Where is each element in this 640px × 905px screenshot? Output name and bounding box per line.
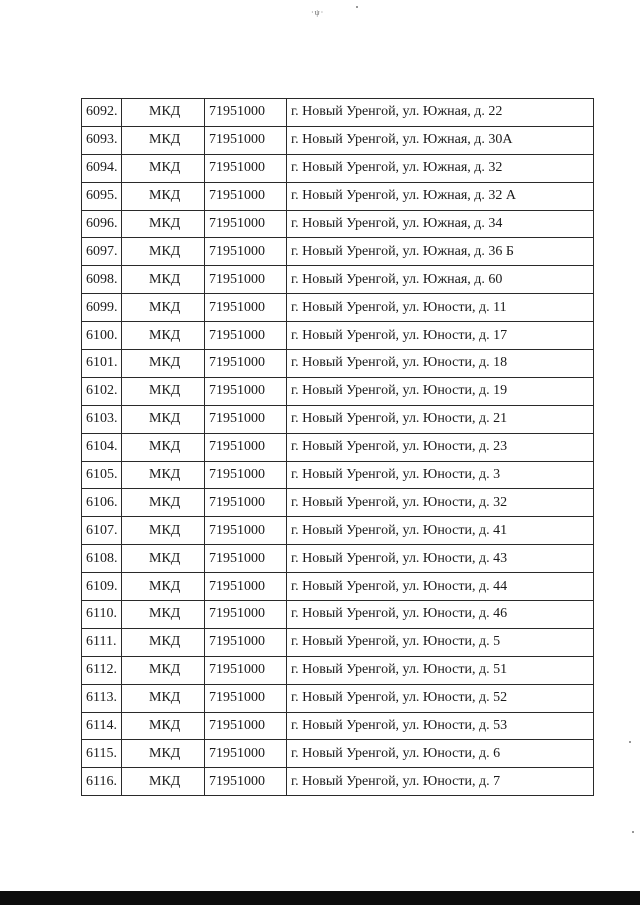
- oktmo-code-cell: 71951000: [205, 712, 287, 740]
- table-row: [82, 99, 594, 127]
- row-number-cell: 6099.: [82, 294, 122, 322]
- table-row: [82, 545, 594, 573]
- table-row: [82, 350, 594, 378]
- building-type-cell: МКД: [122, 517, 205, 545]
- address-cell: г. Новый Уренгой, ул. Юности, д. 53: [287, 712, 594, 740]
- building-type-cell: МКД: [122, 322, 205, 350]
- row-number-cell: 6113.: [82, 684, 122, 712]
- row-number-cell: 6093.: [82, 126, 122, 154]
- address-cell: г. Новый Уренгой, ул. Юности, д. 32: [287, 489, 594, 517]
- address-cell: г. Новый Уренгой, ул. Юности, д. 5: [287, 628, 594, 656]
- building-type-cell: МКД: [122, 350, 205, 378]
- oktmo-code-cell: 71951000: [205, 433, 287, 461]
- scan-bottom-edge: [0, 891, 640, 905]
- row-number-cell: 6103.: [82, 405, 122, 433]
- table-row: [82, 601, 594, 629]
- building-type-cell: МКД: [122, 628, 205, 656]
- address-cell: г. Новый Уренгой, ул. Южная, д. 34: [287, 210, 594, 238]
- oktmo-code-cell: 71951000: [205, 656, 287, 684]
- oktmo-code-cell: 71951000: [205, 182, 287, 210]
- row-number-cell: 6094.: [82, 154, 122, 182]
- row-number-cell: 6110.: [82, 601, 122, 629]
- address-cell: г. Новый Уренгой, ул. Южная, д. 22: [287, 99, 594, 127]
- address-cell: г. Новый Уренгой, ул. Юности, д. 23: [287, 433, 594, 461]
- oktmo-code-cell: 71951000: [205, 545, 287, 573]
- row-number-cell: 6104.: [82, 433, 122, 461]
- table-row: [82, 322, 594, 350]
- address-cell: г. Новый Уренгой, ул. Южная, д. 32 А: [287, 182, 594, 210]
- address-cell: г. Новый Уренгой, ул. Южная, д. 36 Б: [287, 238, 594, 266]
- table-row: [82, 182, 594, 210]
- scan-speck: [629, 741, 631, 743]
- oktmo-code-cell: 71951000: [205, 350, 287, 378]
- table-row: [82, 405, 594, 433]
- oktmo-code-cell: 71951000: [205, 377, 287, 405]
- oktmo-code-cell: 71951000: [205, 517, 287, 545]
- building-type-cell: МКД: [122, 656, 205, 684]
- row-number-cell: 6097.: [82, 238, 122, 266]
- address-cell: г. Новый Уренгой, ул. Южная, д. 60: [287, 266, 594, 294]
- row-number-cell: 6106.: [82, 489, 122, 517]
- table-row: [82, 712, 594, 740]
- table-row: [82, 573, 594, 601]
- oktmo-code-cell: 71951000: [205, 154, 287, 182]
- page-header-mark: ·ψ·: [311, 8, 325, 17]
- building-type-cell: МКД: [122, 601, 205, 629]
- oktmo-code-cell: 71951000: [205, 405, 287, 433]
- row-number-cell: 6095.: [82, 182, 122, 210]
- table-row: [82, 489, 594, 517]
- row-number-cell: 6102.: [82, 377, 122, 405]
- oktmo-code-cell: 71951000: [205, 740, 287, 768]
- address-cell: г. Новый Уренгой, ул. Южная, д. 30А: [287, 126, 594, 154]
- building-type-cell: МКД: [122, 182, 205, 210]
- address-cell: г. Новый Уренгой, ул. Юности, д. 52: [287, 684, 594, 712]
- building-type-cell: МКД: [122, 461, 205, 489]
- oktmo-code-cell: 71951000: [205, 628, 287, 656]
- table-row: [82, 126, 594, 154]
- row-number-cell: 6109.: [82, 573, 122, 601]
- oktmo-code-cell: 71951000: [205, 238, 287, 266]
- address-cell: г. Новый Уренгой, ул. Юности, д. 43: [287, 545, 594, 573]
- building-type-cell: МКД: [122, 433, 205, 461]
- oktmo-code-cell: 71951000: [205, 684, 287, 712]
- building-type-cell: МКД: [122, 405, 205, 433]
- table-row: [82, 294, 594, 322]
- oktmo-code-cell: 71951000: [205, 99, 287, 127]
- row-number-cell: 6114.: [82, 712, 122, 740]
- table-row: [82, 266, 594, 294]
- scan-speck: [632, 831, 634, 833]
- building-type-cell: МКД: [122, 266, 205, 294]
- building-type-cell: МКД: [122, 768, 205, 796]
- building-type-cell: МКД: [122, 210, 205, 238]
- address-cell: г. Новый Уренгой, ул. Юности, д. 41: [287, 517, 594, 545]
- table-row: [82, 656, 594, 684]
- row-number-cell: 6116.: [82, 768, 122, 796]
- building-type-cell: МКД: [122, 740, 205, 768]
- oktmo-code-cell: 71951000: [205, 768, 287, 796]
- building-type-cell: МКД: [122, 684, 205, 712]
- address-cell: г. Новый Уренгой, ул. Юности, д. 51: [287, 656, 594, 684]
- oktmo-code-cell: 71951000: [205, 210, 287, 238]
- building-type-cell: МКД: [122, 154, 205, 182]
- table-row: [82, 461, 594, 489]
- table-row: [82, 377, 594, 405]
- oktmo-code-cell: 71951000: [205, 461, 287, 489]
- row-number-cell: 6107.: [82, 517, 122, 545]
- oktmo-code-cell: 71951000: [205, 489, 287, 517]
- building-type-cell: МКД: [122, 377, 205, 405]
- oktmo-code-cell: 71951000: [205, 126, 287, 154]
- table-row: [82, 768, 594, 796]
- row-number-cell: 6111.: [82, 628, 122, 656]
- address-cell: г. Новый Уренгой, ул. Юности, д. 7: [287, 768, 594, 796]
- row-number-cell: 6098.: [82, 266, 122, 294]
- address-cell: г. Новый Уренгой, ул. Южная, д. 32: [287, 154, 594, 182]
- row-number-cell: 6112.: [82, 656, 122, 684]
- scan-speck: [356, 6, 358, 8]
- table-row: [82, 628, 594, 656]
- address-cell: г. Новый Уренгой, ул. Юности, д. 17: [287, 322, 594, 350]
- oktmo-code-cell: 71951000: [205, 601, 287, 629]
- oktmo-code-cell: 71951000: [205, 294, 287, 322]
- table-row: [82, 684, 594, 712]
- registry-table-body: [82, 99, 594, 796]
- building-type-cell: МКД: [122, 545, 205, 573]
- table-row: [82, 433, 594, 461]
- row-number-cell: 6105.: [82, 461, 122, 489]
- building-type-cell: МКД: [122, 238, 205, 266]
- table-row: [82, 154, 594, 182]
- table-row: [82, 210, 594, 238]
- row-number-cell: 6092.: [82, 99, 122, 127]
- building-type-cell: МКД: [122, 126, 205, 154]
- building-type-cell: МКД: [122, 294, 205, 322]
- oktmo-code-cell: 71951000: [205, 573, 287, 601]
- row-number-cell: 6101.: [82, 350, 122, 378]
- address-cell: г. Новый Уренгой, ул. Юности, д. 6: [287, 740, 594, 768]
- building-type-cell: МКД: [122, 573, 205, 601]
- row-number-cell: 6096.: [82, 210, 122, 238]
- building-type-cell: МКД: [122, 712, 205, 740]
- row-number-cell: 6100.: [82, 322, 122, 350]
- address-cell: г. Новый Уренгой, ул. Юности, д. 46: [287, 601, 594, 629]
- address-cell: г. Новый Уренгой, ул. Юности, д. 21: [287, 405, 594, 433]
- table-row: [82, 238, 594, 266]
- address-cell: г. Новый Уренгой, ул. Юности, д. 19: [287, 377, 594, 405]
- building-type-cell: МКД: [122, 99, 205, 127]
- address-cell: г. Новый Уренгой, ул. Юности, д. 44: [287, 573, 594, 601]
- address-cell: г. Новый Уренгой, ул. Юности, д. 3: [287, 461, 594, 489]
- address-cell: г. Новый Уренгой, ул. Юности, д. 18: [287, 350, 594, 378]
- table-row: [82, 517, 594, 545]
- row-number-cell: 6115.: [82, 740, 122, 768]
- oktmo-code-cell: 71951000: [205, 266, 287, 294]
- table-row: [82, 740, 594, 768]
- address-registry-table: [81, 98, 594, 796]
- address-cell: г. Новый Уренгой, ул. Юности, д. 11: [287, 294, 594, 322]
- building-type-cell: МКД: [122, 489, 205, 517]
- oktmo-code-cell: 71951000: [205, 322, 287, 350]
- row-number-cell: 6108.: [82, 545, 122, 573]
